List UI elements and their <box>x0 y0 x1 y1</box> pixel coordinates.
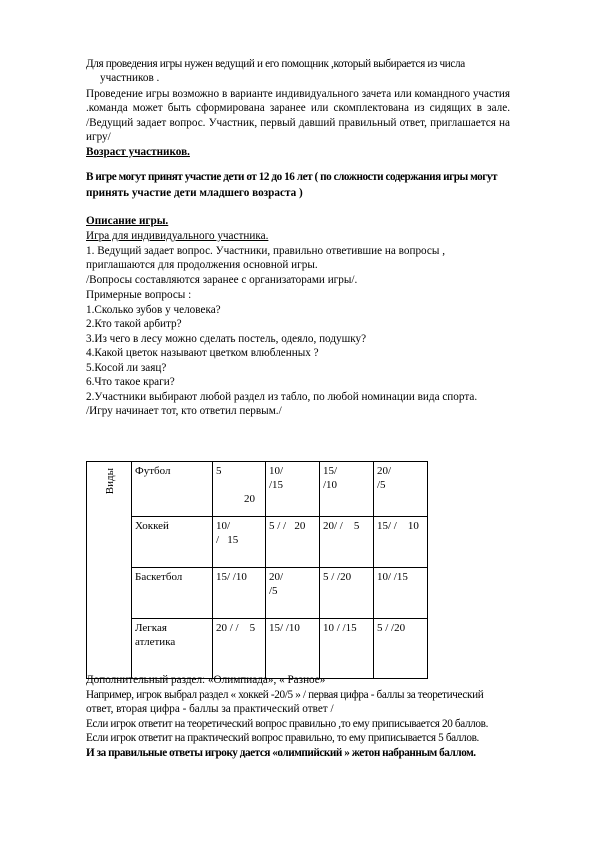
score-part: 10 / /15 <box>323 622 357 634</box>
score-part: /10 <box>323 479 338 491</box>
score-part: 5 <box>216 465 222 477</box>
footer-line: ответ, вторая цифра - баллы за практический ответ / <box>86 703 334 715</box>
score-part: 20 <box>244 493 255 505</box>
description-line: приглашаются для продолжения основной игры. <box>86 259 318 271</box>
description-line: /Вопросы составляются заранее с организаторами игры/. <box>86 274 358 286</box>
question-item: 3.Из чего в лесу можно сделать постель, одеяло, подушку? <box>86 333 367 345</box>
table-row <box>87 619 428 679</box>
description-subheading: Игра для индивидуального участника. <box>86 230 269 242</box>
score-part: 5 / /20 <box>377 622 406 634</box>
score-cell <box>213 462 266 517</box>
sport-name: Легкая <box>135 622 167 634</box>
intro-line: Для проведения игры нужен ведущий и его помощник ,который выбирается из числа <box>86 58 465 70</box>
description-line: 2.Участники выбирают любой раздел из табло, по любой номинации вида спорта. <box>86 391 478 403</box>
description-line: 1. Ведущий задает вопрос. Участники, правильно ответившие на вопросы , <box>86 245 445 257</box>
question-item: 4.Какой цветок называют цветком влюбленных ? <box>86 347 319 359</box>
score-cell <box>320 568 374 619</box>
table-row <box>87 568 428 619</box>
score-cell <box>374 462 428 517</box>
score-board-table <box>86 461 428 679</box>
table-row <box>87 462 428 517</box>
score-cell <box>213 568 266 619</box>
footer-line: И за правильные ответы игроку дается «олимпийский » жетон набранным баллом. <box>86 747 476 759</box>
table-side-label-cell <box>87 462 132 679</box>
footer-line: Если игрок ответит на практический вопрос правильно, то ему приписывается 5 баллов. <box>86 732 479 744</box>
examples-title: Примерные вопросы : <box>86 289 192 301</box>
sport-name: Баскетбол <box>135 571 183 583</box>
score-part: 20/ <box>269 571 284 583</box>
score-part: 20/ <box>377 465 392 477</box>
sport-cell <box>132 462 213 517</box>
score-cell <box>374 619 428 679</box>
intro-line: Проведение игры возможно в варианте индивидуального зачета или командного участия <box>86 88 510 100</box>
table-row <box>87 517 428 568</box>
score-part: 20 / / 5 <box>216 622 256 634</box>
score-cell <box>266 568 320 619</box>
score-part: 15/ /10 <box>269 622 300 634</box>
age-line: В игре могут принят участие дети от 12 до 16 лет ( по сложности содержания игры могут <box>86 171 498 183</box>
score-part: 10/ /15 <box>377 571 408 583</box>
footer-line: Если игрок ответит на теоретический вопрос правильно ,то ему приписывается 20 баллов. <box>86 718 489 730</box>
sport-cell <box>132 568 213 619</box>
score-part: 15/ / 10 <box>377 520 419 532</box>
intro-line: участников . <box>100 72 160 84</box>
question-item: 6.Что такое краги? <box>86 376 175 388</box>
score-cell <box>374 568 428 619</box>
score-part: / 15 <box>216 534 239 546</box>
sport-cell <box>132 517 213 568</box>
footer-line: Например, игрок выбрал раздел « хоккей -20/5 » / первая цифра - баллы за теоретический <box>86 689 484 701</box>
age-line: принять участие дети младшего возраста ) <box>86 187 303 199</box>
score-part: /5 <box>269 585 278 597</box>
score-cell <box>266 619 320 679</box>
description-line: /Игру начинает тот, кто ответил первым./ <box>86 405 282 417</box>
description-heading: Описание игры. <box>86 215 169 227</box>
score-cell <box>320 517 374 568</box>
score-cell <box>213 517 266 568</box>
score-cell <box>374 517 428 568</box>
sport-cell <box>132 619 213 679</box>
score-part: 10/ <box>216 520 231 532</box>
question-item: 2.Кто такой арбитр? <box>86 318 182 330</box>
score-part: 10/ <box>269 465 284 477</box>
intro-line: .команда может быть сформирована заранее или скомплектована из сидящих в зале. <box>86 102 510 114</box>
score-cell <box>320 619 374 679</box>
sport-name: атлетика <box>135 636 176 648</box>
score-part: 20/ / 5 <box>323 520 360 532</box>
score-part: 5 / /20 <box>323 571 352 583</box>
score-part: 15/ /10 <box>216 571 247 583</box>
table-side-label: Виды <box>104 468 116 495</box>
intro-line: игру/ <box>86 131 111 143</box>
intro-line: /Ведущий задает вопрос. Участник, первый давший правильный ответ, приглашается на <box>86 117 510 129</box>
question-item: 5.Косой ли заяц? <box>86 362 167 374</box>
score-cell <box>213 619 266 679</box>
score-part: 5 / / 20 <box>269 520 306 532</box>
score-part: /5 <box>377 479 386 491</box>
score-cell <box>320 462 374 517</box>
sport-name: Футбол <box>135 465 171 477</box>
question-item: 1.Сколько зубов у человека? <box>86 304 221 316</box>
age-heading: Возраст участников. <box>86 146 190 158</box>
score-part: 15/ <box>323 465 338 477</box>
score-cell <box>266 517 320 568</box>
sport-name: Хоккей <box>135 520 169 532</box>
score-part: /15 <box>269 479 284 491</box>
score-cell <box>266 462 320 517</box>
footer-line: Дополнительный раздел: «Олимпиада», « Разное» <box>86 674 326 686</box>
